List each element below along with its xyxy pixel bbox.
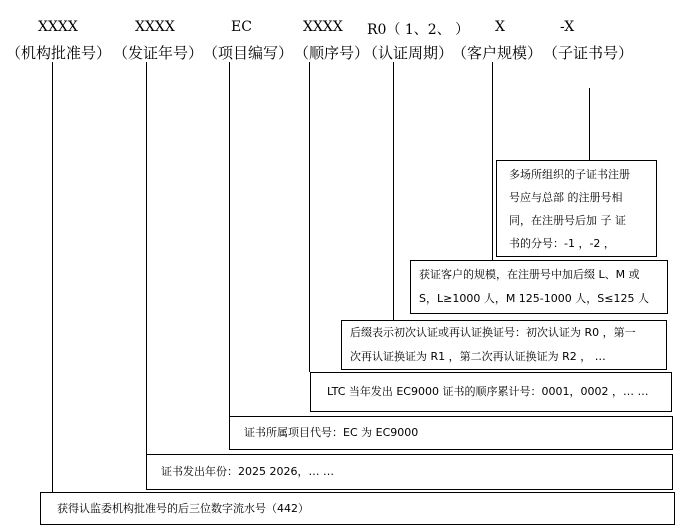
box-project-text: 证书所属项目代号：EC 为 EC9000 [244, 426, 419, 439]
box-client-scale-line-1: 获证客户的规模，在注册号中加后缀 L、M 或 [419, 268, 640, 281]
box-sub-cert [496, 160, 657, 257]
code-client-scale: X [495, 19, 505, 35]
box-sub-cert-line-4: 书的分号：-1 ，-2 ， [509, 237, 615, 250]
label-project: （项目编写） [203, 44, 294, 62]
connector-scale [492, 62, 493, 260]
connector-sequence [309, 62, 310, 372]
box-sequence [310, 372, 672, 412]
connector-year [146, 62, 147, 454]
code-cert-cycle: R0（ 1、2、 ） [367, 22, 470, 38]
box-sub-cert-line-1: 多场所组织的子证书注册 [509, 168, 630, 181]
connector-project [229, 62, 230, 416]
box-sub-cert-line-2: 号应与总部 的注册号相 [509, 191, 623, 204]
box-sub-cert-line-3: 同，在注册号后加 子 证 [509, 214, 626, 227]
label-cert-cycle: （认证周期） [363, 44, 454, 62]
label-org-approval: （机构批准号） [6, 44, 112, 62]
box-year-text: 证书发出年份：2025 2026，… … [161, 465, 334, 478]
code-sequence: XXXX [303, 19, 343, 35]
box-year [146, 454, 673, 490]
label-issue-year: （发证年号） [113, 44, 204, 62]
connector-sub-cert [589, 88, 590, 160]
code-project: EC [231, 19, 252, 35]
box-sequence-text: LTC 当年发出 EC9000 证书的顺序累计号：0001，0002 ，… … [327, 385, 649, 398]
label-sub-cert: （子证书号） [543, 44, 634, 62]
code-org-approval: XXXX [38, 19, 78, 35]
box-cert-cycle [341, 320, 667, 370]
connector-org [52, 62, 53, 492]
code-sub-cert: -X [560, 19, 575, 35]
label-sequence: （顺序号） [294, 44, 370, 62]
box-org-text: 获得认监委机构批准号的后三位数字流水号（442） [57, 502, 309, 515]
box-cert-cycle-line-1: 后缀表示初次认证或再认证换证号：初次认证为 R0 ，第一 [350, 326, 636, 339]
connector-cycle [393, 62, 394, 320]
code-issue-year: XXXX [135, 19, 175, 35]
box-client-scale-line-2: S，L≥1000 人，M 125-1000 人，S≤125 人 [419, 292, 649, 305]
box-cert-cycle-line-2: 次再认证换证为 R1 ，第二次再认证换证为 R2 ， … [350, 350, 606, 363]
box-org [40, 492, 675, 525]
label-client-scale: （客户规模） [452, 44, 543, 62]
box-client-scale [410, 260, 668, 314]
box-project [229, 416, 673, 450]
